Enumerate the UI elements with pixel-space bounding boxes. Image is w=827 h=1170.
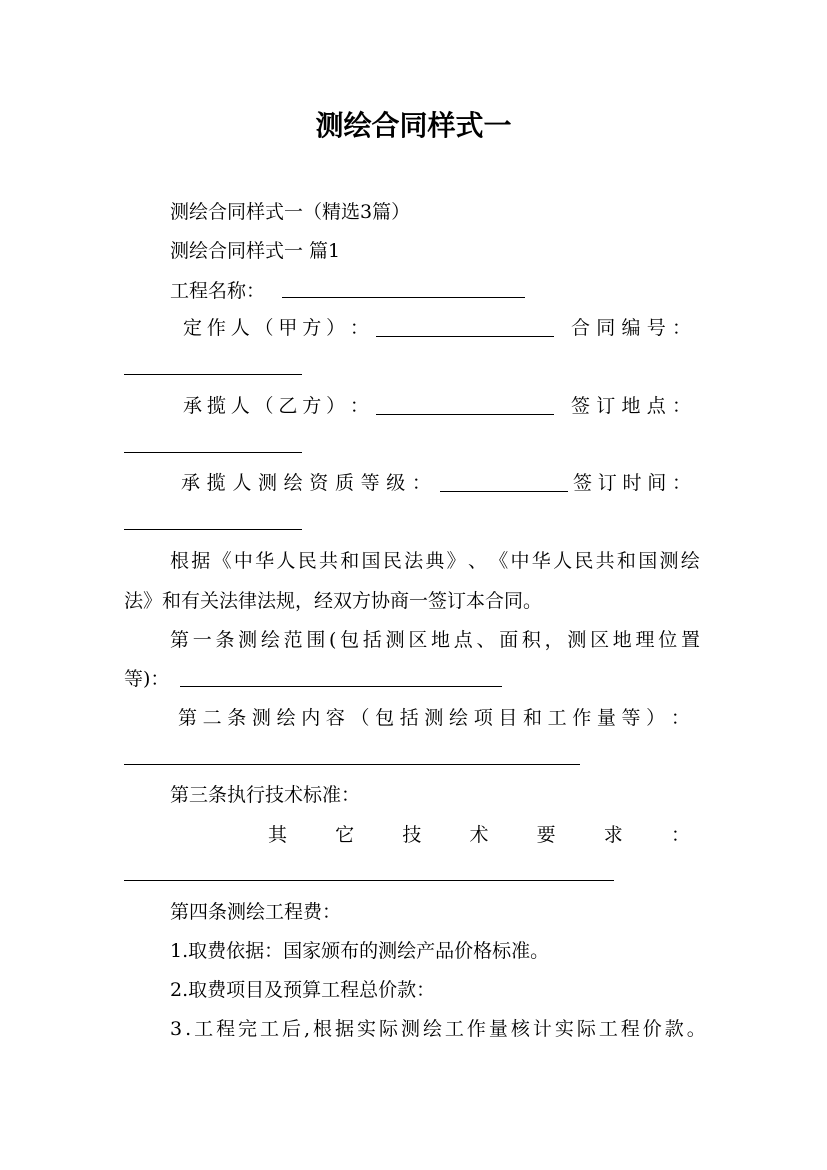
- signing-place-blank: [124, 452, 302, 453]
- basis-line-1: 根 据 《 中 华 人 民 共 和 国 民 法 典 》 、 《 中 华 人 民 共 和 国 测 绘: [170, 550, 700, 572]
- signing-place-label: 签 订 地 点 ：: [571, 395, 691, 417]
- article-4: 第四条测绘工程费：: [170, 901, 342, 923]
- basis-line-2: 法》和有关法律法规，经双方协商一签订本合同。: [124, 590, 543, 612]
- party-a-label: 定 作 人 （ 甲 方 ） ：: [183, 317, 369, 339]
- article-2-blank: [124, 764, 580, 765]
- section-heading: 测绘合同样式一 篇1: [170, 240, 341, 262]
- party-b-blank: [376, 414, 554, 415]
- signing-time-blank: [124, 529, 302, 530]
- other-requirements-blank: [124, 880, 614, 881]
- article-3: 第三条执行技术标准：: [170, 784, 361, 806]
- article-1-line-1: 第 一 条 测 绘 范 围 ( 包 括 测 区 地 点 、 面 积 ， 测 区 地 理 位 置: [170, 629, 700, 651]
- fee-item-1: 1.取费依据：国家颁布的测绘产品价格标准。: [170, 940, 550, 962]
- qualification-blank: [440, 491, 568, 492]
- other-requirements-label: 其 它 技 术 要 求 ：: [268, 824, 690, 846]
- subtitle: 测绘合同样式一（精选3篇）: [170, 201, 411, 223]
- article-1-line-2: 等)：: [124, 668, 170, 690]
- party-a-blank: [376, 336, 554, 337]
- contract-number-blank: [124, 374, 302, 375]
- article-1-blank: [180, 686, 502, 687]
- project-name-blank: [282, 297, 525, 298]
- fee-item-2: 2.取费项目及预算工程总价款：: [170, 979, 436, 1001]
- article-2-label: 第 二 条 测 绘 内 容 （ 包 括 测 绘 项 目 和 工 作 量 等 ） ：: [178, 707, 690, 729]
- signing-time-label: 签 订 时 间 ：: [573, 472, 691, 494]
- party-b-label: 承 揽 人 （ 乙 方 ） ：: [183, 395, 369, 417]
- document-title: 测绘合同样式一: [315, 109, 512, 142]
- project-name-label: 工程名称：: [170, 280, 266, 302]
- qualification-label: 承 揽 人 测 绘 资 质 等 级 ：: [181, 472, 431, 494]
- contract-number-label: 合 同 编 号 ：: [571, 317, 691, 339]
- fee-item-3: 3 . 工 程 完 工 后 , 根 据 实 际 测 绘 工 作 量 核 计 实 际 工 程 价 款 。: [170, 1018, 706, 1040]
